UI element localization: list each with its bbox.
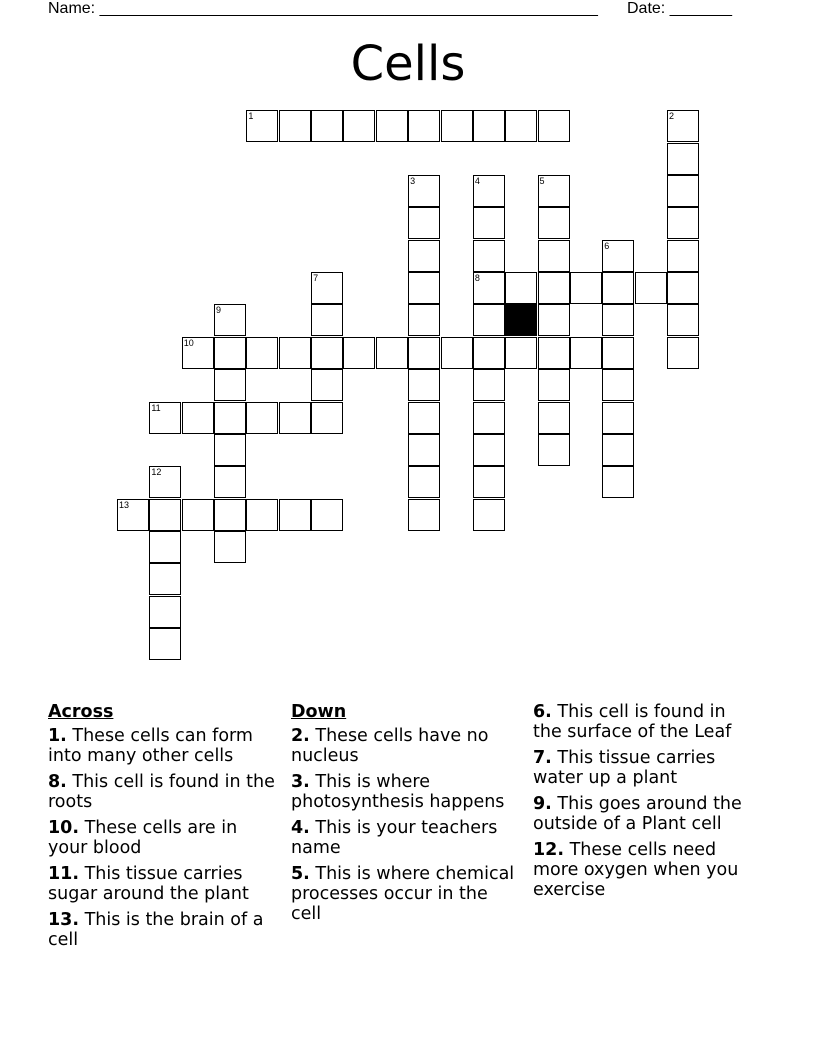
clue bbox=[48, 772, 280, 812]
crossword-cell[interactable] bbox=[182, 499, 214, 531]
clue-num: 12. bbox=[533, 840, 565, 860]
clue-num: 2. bbox=[291, 726, 310, 746]
crossword-cell[interactable] bbox=[311, 369, 343, 401]
clue-text: These cells need more oxygen when you exercise bbox=[533, 840, 739, 900]
clue bbox=[533, 702, 748, 742]
down-heading: Down bbox=[291, 702, 347, 722]
clue-text: This is your teachers name bbox=[291, 818, 498, 858]
clue bbox=[533, 748, 748, 788]
crossword-cell[interactable] bbox=[408, 402, 440, 434]
crossword-cell[interactable] bbox=[408, 272, 440, 304]
clue-num: 11. bbox=[48, 864, 80, 884]
crossword-cell[interactable] bbox=[408, 207, 440, 239]
page-title: Cells bbox=[350, 36, 466, 92]
crossword-cell[interactable] bbox=[214, 337, 246, 369]
clue-text: These cells can form into many other cells bbox=[48, 726, 253, 766]
crossword-cell[interactable] bbox=[214, 499, 246, 531]
crossword-cell[interactable] bbox=[602, 434, 634, 466]
crossword-cell[interactable] bbox=[667, 337, 699, 369]
clue-num: 8. bbox=[48, 772, 67, 792]
clue-text: This tissue carries water up a plant bbox=[533, 748, 716, 788]
crossword-cell[interactable] bbox=[214, 402, 246, 434]
crossword-cell[interactable] bbox=[246, 499, 278, 531]
clue-number: 2 bbox=[668, 111, 674, 122]
crossword-cell[interactable] bbox=[408, 466, 440, 498]
crossword-cell[interactable] bbox=[279, 110, 311, 142]
crossword-cell[interactable] bbox=[505, 110, 537, 142]
crossword-cell[interactable] bbox=[538, 207, 570, 239]
crossword-cell[interactable] bbox=[343, 337, 375, 369]
crossword-cell[interactable] bbox=[570, 272, 602, 304]
crossword-cell[interactable] bbox=[441, 337, 473, 369]
crossword-cell[interactable] bbox=[538, 337, 570, 369]
crossword-cell[interactable] bbox=[311, 337, 343, 369]
clues-column-3 bbox=[533, 702, 748, 906]
crossword-cell[interactable] bbox=[602, 466, 634, 498]
crossword-cell[interactable] bbox=[279, 499, 311, 531]
crossword-cell[interactable] bbox=[473, 240, 505, 272]
crossword-cell[interactable] bbox=[408, 240, 440, 272]
clue-text: This tissue carries sugar around the plant bbox=[48, 864, 249, 904]
crossword-cell[interactable] bbox=[602, 272, 634, 304]
crossword-cell[interactable] bbox=[667, 272, 699, 304]
crossword-cell[interactable] bbox=[473, 337, 505, 369]
clue-number: 5 bbox=[539, 176, 545, 187]
clue-number: 7 bbox=[313, 273, 319, 284]
crossword-cell[interactable] bbox=[311, 304, 343, 336]
crossword-cell[interactable] bbox=[538, 272, 570, 304]
clue-text: These cells are in your blood bbox=[48, 818, 238, 858]
name-field[interactable]: Name: ________________________________________________________ bbox=[48, 0, 598, 17]
clue bbox=[48, 818, 280, 858]
clue-number: 11 bbox=[151, 402, 161, 413]
crossword-cell[interactable] bbox=[311, 110, 343, 142]
clue-num: 9. bbox=[533, 794, 552, 814]
crossword-cell[interactable] bbox=[602, 402, 634, 434]
clue-text: This cell is found in the surface of the Leaf bbox=[533, 702, 732, 742]
clue-number: 1 bbox=[248, 111, 254, 122]
crossword-cell[interactable] bbox=[149, 531, 181, 563]
crossword-cell[interactable] bbox=[214, 369, 246, 401]
clue-number: 8 bbox=[474, 273, 480, 284]
clues-column-2 bbox=[291, 702, 523, 930]
crossword-cell[interactable] bbox=[473, 304, 505, 336]
crossword-cell[interactable] bbox=[635, 272, 667, 304]
crossword-cell[interactable] bbox=[538, 434, 570, 466]
clue-num: 5. bbox=[291, 864, 310, 884]
crossword-cell[interactable] bbox=[473, 207, 505, 239]
clue-num: 1. bbox=[48, 726, 67, 746]
crossword-cell[interactable] bbox=[246, 402, 278, 434]
crossword-cell[interactable] bbox=[602, 337, 634, 369]
crossword-cell[interactable] bbox=[376, 110, 408, 142]
crossword-cell[interactable] bbox=[149, 628, 181, 660]
clue bbox=[291, 818, 523, 858]
crossword-cell[interactable] bbox=[246, 337, 278, 369]
clue-text: These cells have no nucleus bbox=[291, 726, 489, 766]
crossword-cell[interactable] bbox=[538, 110, 570, 142]
crossword-cell[interactable] bbox=[408, 337, 440, 369]
crossword-cell[interactable] bbox=[214, 531, 246, 563]
crossword-cell[interactable] bbox=[149, 499, 181, 531]
crossword-cell[interactable] bbox=[473, 466, 505, 498]
crossword-cell[interactable] bbox=[538, 369, 570, 401]
clue-text: This is where photosynthesis happens bbox=[291, 772, 505, 812]
clue bbox=[291, 864, 523, 924]
crossword-cell[interactable] bbox=[473, 499, 505, 531]
clue-number: 3 bbox=[410, 176, 416, 187]
clue-num: 10. bbox=[48, 818, 80, 838]
crossword-cell[interactable] bbox=[343, 110, 375, 142]
clue bbox=[533, 840, 748, 900]
crossword-cell[interactable] bbox=[505, 272, 537, 304]
crossword-cell[interactable] bbox=[538, 402, 570, 434]
crossword-cell[interactable] bbox=[376, 337, 408, 369]
crossword-cell[interactable] bbox=[279, 402, 311, 434]
crossword-cell[interactable] bbox=[408, 369, 440, 401]
crossword-cell[interactable] bbox=[473, 110, 505, 142]
clue bbox=[533, 794, 748, 834]
clue-text: This is the brain of a cell bbox=[48, 910, 264, 950]
crossword-cell[interactable] bbox=[667, 304, 699, 336]
crossword-cell[interactable] bbox=[667, 240, 699, 272]
clue bbox=[291, 726, 523, 766]
crossword-cell[interactable] bbox=[602, 304, 634, 336]
crossword-cell[interactable] bbox=[473, 402, 505, 434]
crossword-cell[interactable] bbox=[538, 304, 570, 336]
crossword-cell[interactable] bbox=[408, 434, 440, 466]
crossword-cell[interactable] bbox=[214, 434, 246, 466]
clue-num: 4. bbox=[291, 818, 310, 838]
crossword-cell[interactable] bbox=[602, 369, 634, 401]
clue-number: 12 bbox=[151, 467, 162, 478]
crossword-cell[interactable] bbox=[570, 337, 602, 369]
clue-text: This is where chemical processes occur in the cell bbox=[291, 864, 515, 924]
clue-num: 6. bbox=[533, 702, 552, 722]
crossword-cell[interactable] bbox=[214, 466, 246, 498]
across-heading: Across bbox=[48, 702, 114, 722]
clue-number: 6 bbox=[604, 240, 610, 251]
crossword-cell[interactable] bbox=[149, 563, 181, 595]
crossword-cell[interactable] bbox=[149, 596, 181, 628]
clue-text: This goes around the outside of a Plant cell bbox=[533, 794, 742, 834]
date-field[interactable]: Date: _______ bbox=[627, 0, 732, 17]
clue-number: 4 bbox=[474, 176, 480, 187]
clue bbox=[48, 864, 280, 904]
clue-number: 13 bbox=[119, 499, 130, 510]
clue bbox=[48, 726, 280, 766]
crossword-cell[interactable] bbox=[408, 110, 440, 142]
crossword-cell[interactable] bbox=[182, 402, 214, 434]
crossword-cell[interactable] bbox=[311, 499, 343, 531]
crossword-cell[interactable] bbox=[667, 143, 699, 175]
clues-column-1 bbox=[48, 702, 280, 956]
crossword-cell[interactable] bbox=[667, 175, 699, 207]
crossword-cell[interactable] bbox=[408, 499, 440, 531]
crossword-cell[interactable] bbox=[505, 337, 537, 369]
crossword-cell[interactable] bbox=[473, 434, 505, 466]
clue-num: 7. bbox=[533, 748, 552, 768]
clue-number: 10 bbox=[183, 337, 194, 348]
crossword-cell[interactable] bbox=[279, 337, 311, 369]
clue bbox=[48, 910, 280, 950]
clue-num: 13. bbox=[48, 910, 80, 930]
clue-num: 3. bbox=[291, 772, 310, 792]
crossword-cell[interactable] bbox=[667, 207, 699, 239]
clue-number: 9 bbox=[216, 305, 222, 316]
crossword-cell[interactable] bbox=[408, 304, 440, 336]
clue bbox=[291, 772, 523, 812]
crossword-cell[interactable] bbox=[311, 402, 343, 434]
crossword-cell[interactable] bbox=[441, 110, 473, 142]
clue-text: This cell is found in the roots bbox=[48, 772, 275, 812]
crossword-cell[interactable] bbox=[473, 369, 505, 401]
black-square bbox=[505, 304, 537, 336]
crossword-cell[interactable] bbox=[538, 240, 570, 272]
